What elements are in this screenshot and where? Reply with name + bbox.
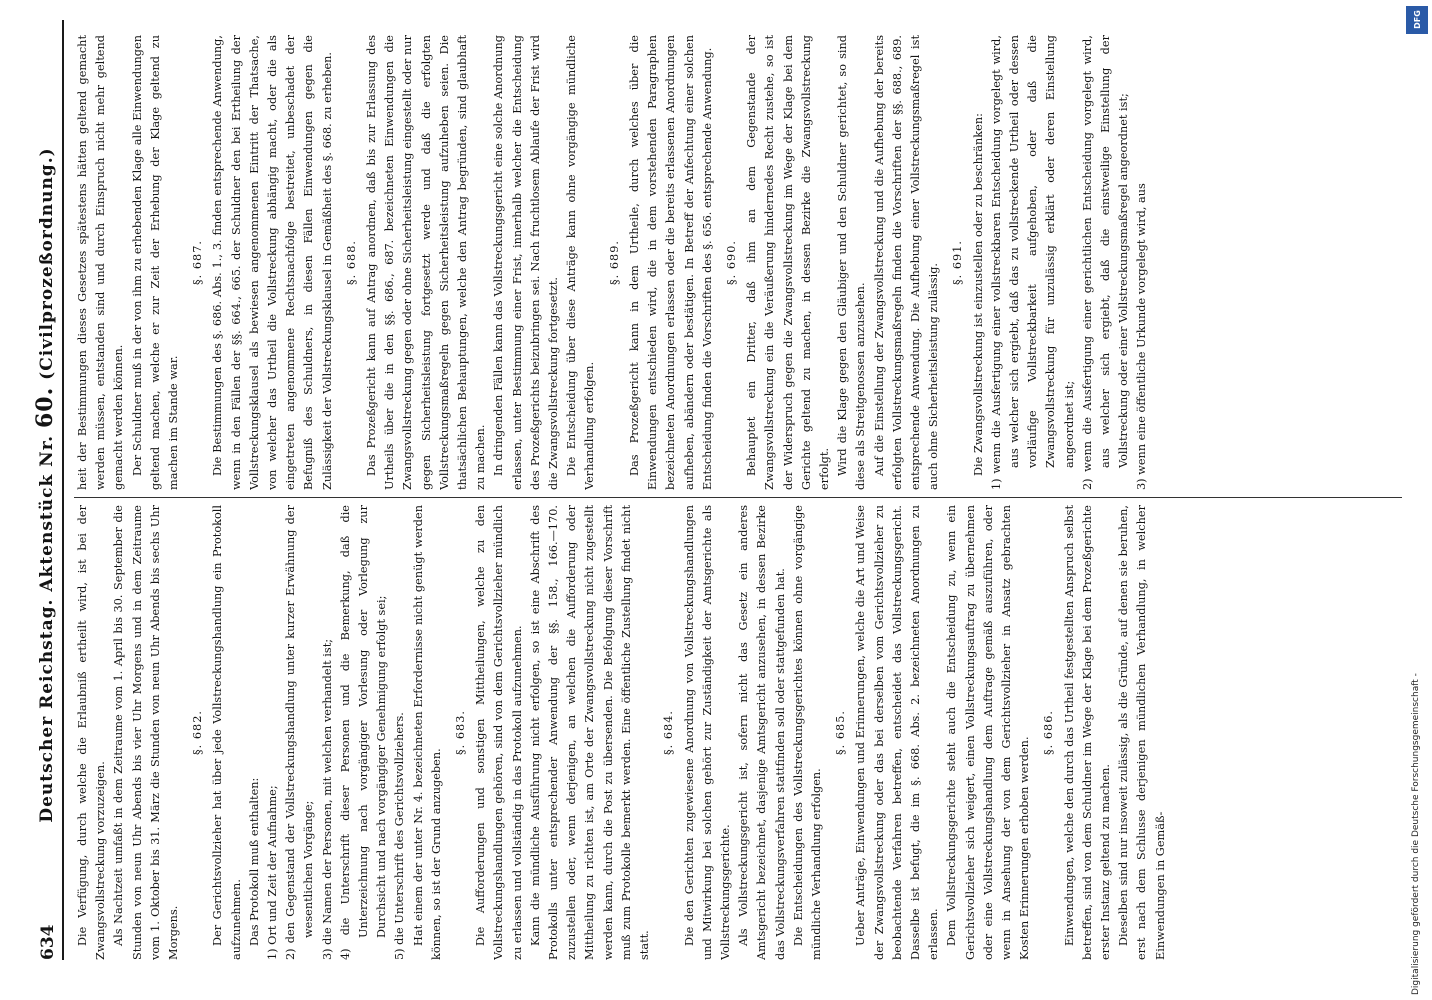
paragraph: Kann die mündliche Ausführung nicht erfolgen, so ist eine Abschrift des Protokolls unter entsprechender Anwendung der §§. 158., 166.—170. zuzustellen oder, wenn derjenigen, an welchen die Aufforderung oder Mittheilung zu richten ist, am Orte der Zwangsvollstreckung nicht zugestellt werden kann, durch die Post zu übersenden. Die Befolgung dieser Vorschrift muß zum Protokolle bemerkt werden. Eine öffentliche Zustellung findet nicht statt.	[528, 505, 652, 960]
list-item: 5) die Unterschrift des Gerichtsvollziehers.	[393, 712, 407, 960]
paragraph: Das Prozeßgericht kann auf Antrag anordnen, daß bis zur Erlassung des Urtheils über die in den §§. 686., 687. bezeichneten Einwendungen die Zwangsvollstreckung gegen oder ohne Sicherheitsleistung eingestellt oder nur gegen Sicherheitsleistung fortgesetzt werde und daß die erfolgten Vollstreckungsmaßregeln gegen Sicherheitsleistung aufzuheben seien. Die thatsächlichen Behauptungen, welche den Antrag begründen, sind glaubhaft zu machen.	[365, 35, 488, 490]
paragraph: Der Schuldner muß in der von ihm zu erhebenden Klage alle Einwendungen geltend machen, welche er zur Zeit der Erhebung der Klage geltend zu machen im Stande war.	[130, 35, 181, 490]
paragraph: Die Entscheidungen des Vollstreckungsgerichtes können ohne vorgängige mündliche Verhandlung erfolgen.	[791, 505, 823, 960]
paragraph: heit der Bestimmungen dieses Gesetzes spätestens hätten geltend gemacht werden müssen, entstanden sind und durch Einspruch nicht mehr geltend gemacht werden können.	[76, 35, 126, 490]
text-column-right	[74, 35, 1412, 490]
paragraph: In dringenden Fällen kann das Vollstreckungsgericht eine solche Anordnung erlassen, unter Bestimmung einer Frist, innerhalb welcher die Entscheidung des Prozeßgerichts beizubringen sei. Nach fruchtlosem Ablaufe der Frist wird die Zwangsvollstreckung fortgesetzt.	[492, 35, 561, 490]
list-item: 3) die Namen der Personen, mit welchen verhandelt ist;	[320, 638, 334, 960]
section-heading: §. 689.	[607, 240, 621, 285]
paragraph: Behauptet ein Dritter, daß ihm an dem Gegenstande der Zwangsvollstreckung ein die Veräußerung hindernedes Recht zustehe, so ist der Widerspruch gegen die Zwangsvollstreckung im Wege der Klage bei dem Gerichte geltend zu machen, in dessen Bezirke die Zwangsvollstreckung erfolgt.	[745, 35, 831, 490]
paragraph: Die den Gerichten zugewiesene Anordnung von Vollstreckungshandlungen und Mitwirkung bei solchen gehört zur Zuständigkeit der Amtsgerichte als Vollstreckungsgerichte.	[682, 505, 732, 960]
section-heading: §. 682.	[191, 710, 205, 755]
paragraph: Ueber Anträge, Einwendungen und Erinnerungen, welche die Art und Weise der Zwangsvollstreckung oder das bei derselben vom Gerichtsvollzieher zu beobachtende Verfahren betreffen, entscheidet das Vollstreckungsgericht. Dasselbe ist befugt, die im §. 668. Abs. 2. bezeichneten Anordnungen zu erlassen.	[854, 505, 941, 960]
section-heading: §. 684.	[662, 710, 676, 755]
running-subtitle: (Civilprozeßordnung.)	[37, 147, 57, 380]
list-item: 4) die Unterschrift dieser Personen und die Bemerkung, daß die Unterzeichnung nach vorgängiger Vorlesung oder Vorlegung zur Durchsicht und nach vorgängiger Genehmigung erfolgt sei;	[338, 505, 389, 960]
paragraph: Die Verfügung, durch welche die Erlaubniß ertheilt wird, ist bei der Zwangsvollstreckung vorzuzeigen.	[76, 505, 108, 960]
running-title-text: Deutscher Reichstag. Aktenstück Nr.	[37, 434, 57, 823]
list-item: 1) Ort und Zeit der Aufnahme;	[266, 785, 280, 960]
section-heading: §. 685.	[834, 710, 848, 755]
list-item: 3) wenn eine öffentliche Urkunde vorgelegt wird, aus	[1135, 183, 1149, 490]
section-heading: §. 690.	[724, 240, 738, 285]
piece-number: 60.	[32, 386, 58, 429]
paragraph: Die Entscheidung über diese Anträge kann ohne vorgängige mündliche Verhandlung erfolgen.	[565, 35, 597, 490]
section-heading: §. 688.	[344, 240, 358, 285]
section-heading: §. 687.	[191, 240, 205, 285]
section-heading: §. 683.	[454, 710, 468, 755]
page-header	[28, 20, 64, 960]
paragraph: Dieselben sind nur insoweit zulässig, als die Gründe, auf denen sie beruhen, erst nach dem Schlusse derjenigen mündlichen Verhandlung, in welcher Einwendungen in Gemäß-	[1117, 505, 1167, 960]
paragraph: Die Zwangsvollstreckung ist einzustellen oder zu beschränken:	[971, 113, 985, 476]
digitization-credit-strip	[1405, 0, 1429, 1000]
paragraph: Wird die Klage gegen den Gläubiger und den Schuldner gerichtet, so sind diese als Streitgenossen anzusehen.	[836, 35, 868, 490]
paragraph: Der Gerichtsvollzieher hat über jede Vollstreckungshandlung ein Protokoll aufzunehmen.	[211, 505, 243, 960]
paragraph: Das Protokoll muß enthalten:	[247, 777, 261, 946]
column-divider	[74, 497, 1402, 498]
list-item: 1) wenn die Ausfertigung einer vollstreckbaren Entscheidung vorgelegt wird, aus welcher sich ergiebt, daß das zu vollstreckende Urtheil oder dessen vorläufige Vollstreckbarkeit aufgehoben, oder daß die Zwangsvollstreckung für unzulässig erklärt oder deren Einstellung angeordnet ist;	[989, 35, 1076, 490]
paragraph: Als Nachtzeit umfaßt in dem Zeitraume vom 1. April bis 30. September die Stunden von neun Uhr Abends bis vier Uhr Morgens und in dem Zeitraume vom 1. Oktober bis 31. März die Stunden von neun Uhr Abends bis sechs Uhr Morgens.	[112, 505, 181, 960]
running-title	[32, 40, 58, 930]
paragraph: Hat einem der unter Nr. 4. bezeichneten Erfordernisse nicht genügt werden können, so ist der Grund anzugeben.	[411, 505, 443, 960]
digitization-credit: Digitalisierung gefördert durch die Deutsche Forschungsgemeinschaft -	[1411, 673, 1421, 995]
dfg-logo-text: DFG	[1412, 10, 1422, 29]
paragraph: Auf die Einstellung der Zwangsvollstreckung und die Aufhebung der bereits erfolgten Vollstreckungsmaßregeln finden die Vorschriften der §§. 688., 689. entsprechende Anwendung. Die Aufhebung einer Vollstreckungsmaßregel ist auch ohne Sicherheitsleistung zulässig.	[872, 35, 941, 490]
page-number: 634	[38, 924, 58, 960]
text-column-left	[74, 505, 1412, 960]
paragraph: Dem Vollstreckungsgerichte steht auch die Entscheidung zu, wenn ein Gerichtsvollzieher sich weigert, einen Vollstreckungsauftrag zu übernehmen oder eine Vollstreckungshandlung dem Auftrage gemäß auszuführen, oder wenn in Ansehung der von dem Gerichtsvollzieher in Ansatz gebrachten Kosten Erinnerungen erhoben werden.	[945, 505, 1032, 960]
list-item: 2) den Gegenstand der Vollstreckungshandlung unter kurzer Erwähnung der wesentlichen Vorgänge;	[284, 505, 316, 960]
paragraph: Das Prozeßgericht kann in dem Urtheile, durch welches über die Einwendungen entschieden wird, die in dem vorstehenden Paragraphen bezeichneten Anordnungen erlassen oder die bereits erlassenen Anordnungen aufheben, abändern oder bestätigen. In Betreff der Anfechtung einer solchen Entscheidung finden die Vorschriften des §. 656. entsprechende Anwendung.	[627, 35, 714, 490]
section-heading: §. 686.	[1042, 710, 1056, 755]
paragraph: Die Aufforderungen und sonstigen Mittheilungen, welche zu den Vollstreckungshandlungen gehören, sind von dem Gerichtsvollzieher mündlich zu erlassen und vollständig in das Protokoll aufzunehmen.	[474, 505, 524, 960]
paragraph: Die Bestimmungen des §. 686. Abs. 1., 3. finden entsprechende Anwendung, wenn in den Fällen der §§. 664., 665. der Schuldner den bei Ertheilung der Vollstreckungsklausel als bewiesen angenommenen Eintritt der Thatsache, von welcher das Urtheil die Vollstreckung abhängig macht, oder die als eingetreten angenommene Rechtsnachfolge bestreitet, unbeschadet der Befugniß des Schuldners, in diesen Fällen Einwendungen gegen die Zulässigkeit der Vollstreckungsklausel in Gemäßheit des §. 668. zu erheben.	[211, 35, 334, 490]
list-item: 2) wenn die Ausfertigung einer gerichtlichen Entscheidung vorgelegt wird, aus welcher sich ergiebt, daß die einstweilige Einstellung der Vollstreckung oder einer Vollstreckungsmaßregel angeordnet ist;	[1080, 35, 1131, 490]
paragraph: Als Vollstreckungsgericht ist, sofern nicht das Gesetz ein anderes Amtsgericht bezeichnet, dasjenige Amtsgericht anzusehen, in dessen Bezirke das Vollstreckungsverfahren stattfinden soll oder stattgefunden hat.	[737, 505, 787, 960]
paragraph: Einwendungen, welche den durch das Urtheil festgestellten Anspruch selbst betreffen, sind von dem Schuldner im Wege der Klage bei dem Prozeßgerichte erster Instanz geltend zu machen.	[1062, 505, 1112, 960]
section-heading: §. 691.	[951, 240, 965, 285]
